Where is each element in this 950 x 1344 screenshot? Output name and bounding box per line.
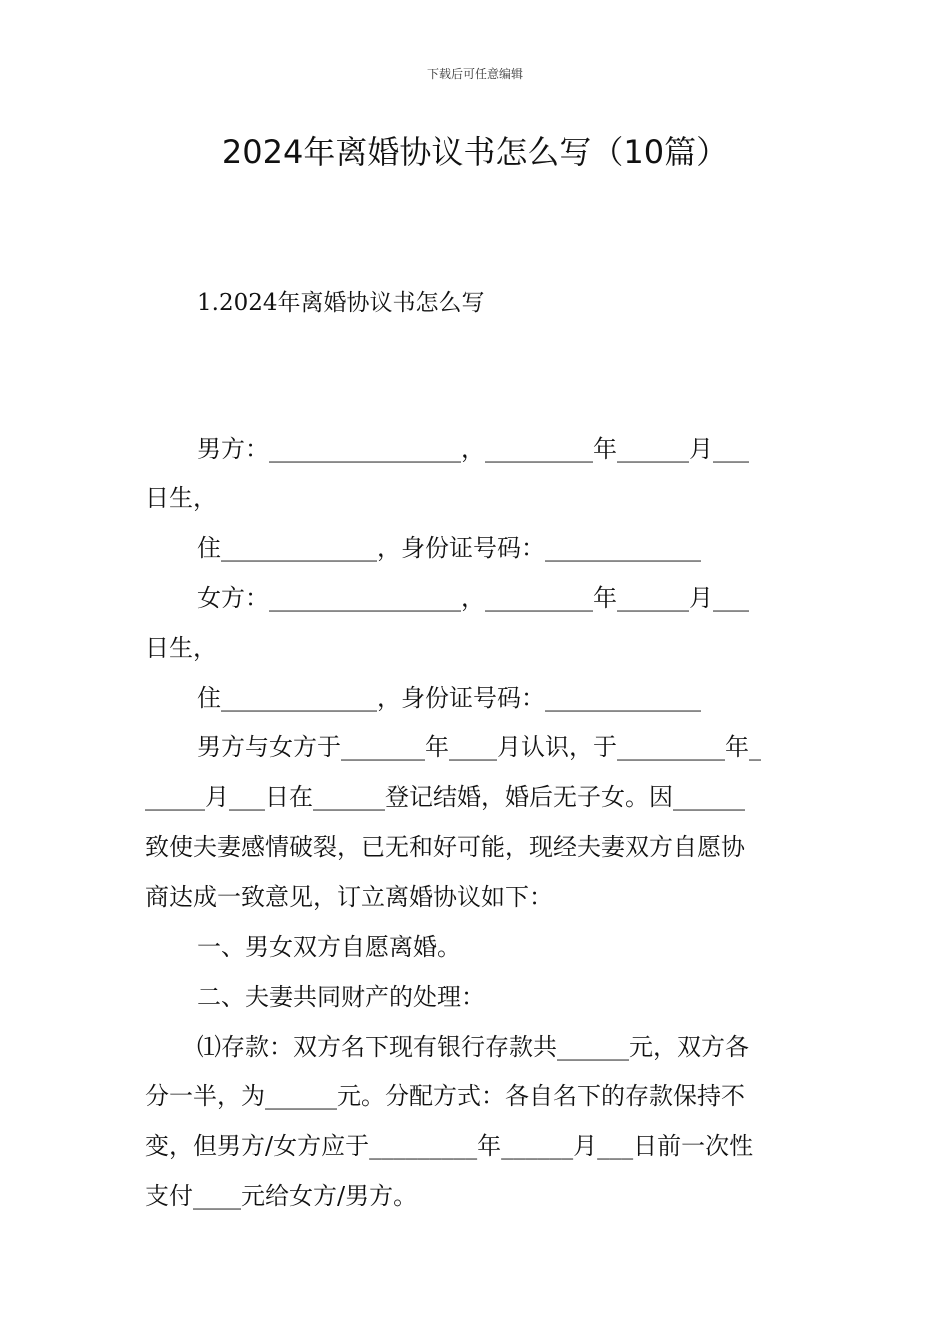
body-line-marriage-2: _____月___日在______登记结婚，婚后无子女。因______ xyxy=(145,783,745,811)
body-line-female-party: 女方：________________，_________年______月___ xyxy=(197,584,749,612)
clause-two: 二、夫妻共同财产的处理： xyxy=(197,983,485,1011)
clause-deposit-4: 支付____元给女方/男方。 xyxy=(145,1182,418,1210)
clause-deposit-3: 变，但男方/女方应于_________年______月___日前一次性 xyxy=(145,1132,754,1160)
body-line-female-address: 住_____________，身份证号码：_____________ xyxy=(197,684,701,712)
document-title: 2024年离婚协议书怎么写（10篇） xyxy=(221,133,729,171)
clause-deposit-2: 分一半，为______元。分配方式：各自名下的存款保持不 xyxy=(145,1082,745,1110)
body-line-marriage-3: 致使夫妻感情破裂，已无和好可能，现经夫妻双方自愿协 xyxy=(145,833,745,861)
body-line-male-birth-end: 日生， xyxy=(145,484,217,512)
section-heading: 1.2024年离婚协议书怎么写 xyxy=(197,290,485,316)
body-line-marriage-4: 商达成一致意见，订立离婚协议如下： xyxy=(145,883,553,911)
body-line-female-birth-end: 日生， xyxy=(145,634,217,662)
clause-one: 一、男女双方自愿离婚。 xyxy=(197,933,461,961)
body-line-marriage-1: 男方与女方于_______年____月认识，于_________年_ xyxy=(197,733,761,761)
clause-deposit-1: ⑴存款：双方名下现有银行存款共______元，双方各 xyxy=(197,1033,749,1061)
body-line-male-address: 住_____________，身份证号码：_____________ xyxy=(197,534,701,562)
header-note: 下载后可任意编辑 xyxy=(426,67,523,81)
body-line-male-party: 男方：________________，_________年______月___ xyxy=(197,435,749,463)
